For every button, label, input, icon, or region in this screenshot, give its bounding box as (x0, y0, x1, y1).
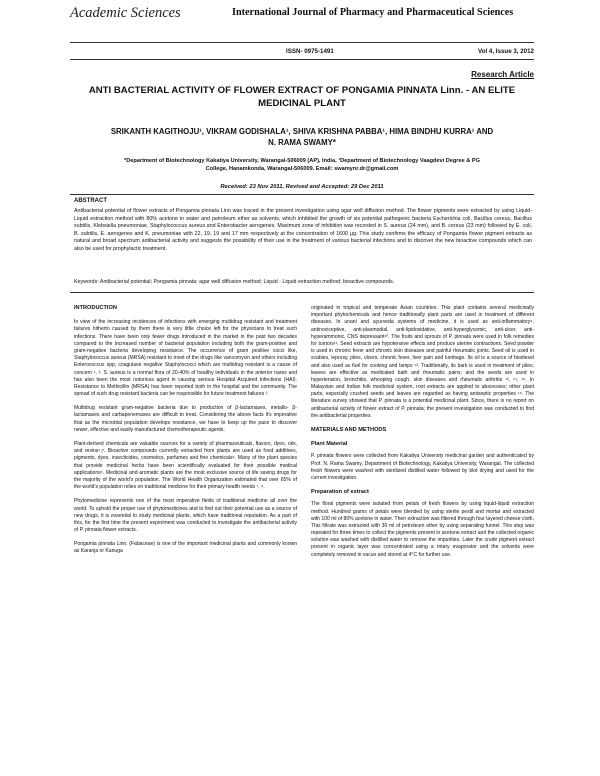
article-type: Research Article (471, 70, 534, 79)
keywords: Keywords: Antibacterial potential; Pongamia pinnata; agar well diffusion method; Liquid - Liquid extraction method; bioactive compounds. (74, 279, 395, 285)
volume-issue: Vol 4, Issue 3, 2012 (478, 48, 534, 55)
intro-continued-paragraph: originated in tropical and temperate Asian countries. This plant contains several medicinally important phytochemicals and hence traditionally plant parts are used in treatment of different diseases. In unani and ayurveda systems of medicine, it is used as anti-inflammatory⁹, antinociceptive, anti-plasmodial, anti-lipidoxidative, anti-hyperglycemic, anti-ulcer, anti-hyperammonic, CNS depressant¹⁰. The fruits and sprouts of P. pinnata were used in folk remedies for tumors¹¹. Seed extracts are hypotensive effects and produce uterine contractions. Seed powder is used in chronic fever and chronic skin diseases and painful rheumatic joints. Seed oil is used in scabies, leprosy, piles, ulcers, chronic fever, liver pain and lumbago. Its oil is a source of biodiesel and also used as fuel for cooking and lamps ¹². Traditionally, its bark is used in treatment of piles; leaves are effective as medicated bath and rheumatic pains; and the seeds are used in hypertension, bronchitis, whooping cough, skin diseases and rheumatic arthritis ¹³, ¹⁴, ¹⁵. In Malaysian and Indian folk medicinal system, root extracts are applied to abscesses; other plant parts, especially crushed seeds and leaves are regarded as having antiseptic properties ¹⁶. The literature survey showed that P. pinnata is a potential medicinal plant. Since, there is no report on antibacterial activity of flower extract of P. pinnata; the present investigation was conducted to find the antibacterial properties. (311, 305, 534, 419)
intro-paragraph-4: Phytomedicine represents one of the most imperative fields of traditional medicine all over the world. To uphold the proper use of phytomedicines and to find out their potential use as a source of new drugs, it is essential to study medicinal plants, which have traditional reputation. As a part of this, for the first time the present experiment was conducted to investigate the antibacterial activity of P. pinnata flower extracts. (74, 498, 297, 534)
abstract-heading: ABSTRACT (74, 198, 107, 204)
issn: ISSN- 0975-1491 (286, 48, 334, 55)
authors-line-1: SRIKANTH KAGITHOJU¹, VIKRAM GODISHALA¹, SHIVA KRISHNA PABBA¹, HIMA BINDHU KURRA¹ AND (110, 127, 494, 136)
received-dates: Received: 23 Nov 2011, Revised and Accepted: 29 Dec 2011 (220, 184, 384, 190)
plant-material-text: P. pinnata flowers were collected from Kakatiya University medicinal garden and authenticated by Prof. N. Rama Swamy, Department of Biotechnology, Kakatiya University, Warangal. The collected fresh flowers were washed with sterilized distilled water followed by blot drying and used for the current investigation. (311, 453, 534, 481)
affiliation-line-2: College, Hanamkonda, Warangal-506009. Email: swamynr.dr@gmail.com (205, 165, 399, 172)
intro-paragraph-1: In view of the increasing incidences of infections with emerging multidrug resistant and treatment failures hitherto caused by them there is very little choice left for the physicians to treat such infections. There have been only fewer drugs introduced in the market in the past two decades compared to the increased number of bacterial population including both the gram-positive and gram-negative bacteria developing resistance. The occurrence of gram positive cocci like, Staphylococcus aureus (MRSA) resistant to most of the drugs like vancomycin and others including Enterococcus spp, coagulase negative Staphylococci which are multidrug resistant is a cause of concern ¹, ². S. aureus is a normal flora of 20-40% of healthy individuals in the anterior nares and has also been the most notorious agent in causing serious Hospital Acquired Infections (HAI). Resistance to Methicillin (MRSA) has been reported both in the hospital and the community. The spread of such drug resistant bacteria can be responsible for future treatment failures ³. (74, 319, 297, 398)
abstract-rule-bottom (70, 292, 534, 293)
introduction-heading: INTRODUCTION (74, 305, 117, 311)
abstract-rule-top (70, 194, 534, 195)
abstract-text: Antibacterial potential of flower extracts of Pongamia pinnata Linn was traced in the present investigation using agar well diffusion method. The flower pigments were extracted by using Liquid-Liquid extraction method with 80% acetone in water and petroleum ether as solvents, which inhibited the growth of six potential pathogenic bacteria Escherichia coli, Bacillus cereus, Bacillus subtilis, Klebsiella pneumoniae, Staphylococcus aureus and Enterobacter aerogenes. Maximum zone of inhibition was recorded in S. aureus (24 mm), and B. cereus (23 mm) followed by E. coli, B. subtilis, E. aerogenes and K. pneumoniae with 22, 19, 19 and 17 mm respectively at the concentration of 1600 µg. This study confirms the efficacy of Pongamia flower pigment extracts as natural and broad spectrum antibacterial activity and suggests the possibility of their use in the treatment of various bacterial infections and to discover the new bioactive compounds which can also be used for prophylactic treatment. (74, 208, 532, 252)
title-line-1: ANTI BACTERIAL ACTIVITY OF FLOWER EXTRACT OF PONGAMIA PINNATA Linn. - AN ELITE (88, 85, 516, 96)
affiliations (70, 158, 534, 173)
paper-title (70, 85, 534, 110)
preparation-heading: Preparation of extract (311, 489, 369, 496)
intro-paragraph-3: Plant-derived chemicals are valuable sources for a variety of pharmaceuticals, flavors, dyes, oils, and resins⁴,⁵. Bioactive compounds currently extracted from plants are used as food additives, pigments, dyes, insecticides, cosmetics, perfumes and fine chemicals⁶. Many of the plant species that provide medicinal herbs have been scientifically evaluated for their possible medical applications⁶. Medicinal and aromatic plants are the most exclusive source of life saving drugs for the majority of the world's population. The World Health Organization estimated that over 65% of the world's population relies on traditional medicine for their primary health needs ⁷, ⁸. (74, 441, 297, 491)
header-rule (70, 42, 534, 43)
title-line-2: MEDICINAL PLANT (258, 97, 346, 109)
preparation-text: The floral pigments were isolated from petals of fresh flowers by using liquid-liquid extraction method. Hundred grams of petals were blended by using sterile pestil and mortar and extracted with 100 ml of 80% acetone in water. Then extraction was filtered through four layered cheese cloth. This filtrate was extracted with 30 ml of petroleum ether by using separating funnel. This step was repeated for three times to collect the pigments present in acetone extract and the collected organic solution was washed with distilled water to remove the impurities. Later the crude pigment extract present in organic layer was concentrated using a rotary evaporator and the solvents were completely removed in vacuo and stored at 4°C for further use. (311, 501, 534, 558)
intro-paragraph-5: Pongamia pinnata Linn. (Fabaceae) is one of the important medicinal plants and commonly known as Karanja or Kanuga (74, 541, 297, 555)
affiliation-line-1: *Department of Biotechnology Kakatiya University, Warangal-506009 (AP), India, ¹Department of Biotechnology Vaagdevi Degree & PG (124, 158, 480, 164)
journal-title: International Journal of Pharmacy and Pharmaceutical Sciences (232, 7, 514, 18)
intro-paragraph-2: Multidrug resistant gram-negative bacteria due to production of β-lactamases, metallo- β-lactamases and carbapenemases are difficult to treat. Considering the above facts it's imperative that as the microbial population develops resistance, we have to keep up the pace to discover newer, effective and easily manufactured chemotherapeutic agents. (74, 405, 297, 433)
authors-line-2: N. RAMA SWAMY* (268, 137, 336, 147)
left-column (74, 305, 297, 563)
right-column (311, 305, 534, 566)
methods-heading: MATERIALS AND METHODS (311, 427, 387, 433)
author-list (70, 127, 534, 148)
header-rule-bottom (70, 59, 534, 60)
plant-material-heading: Plant Material (311, 441, 348, 448)
publisher-logo: Academic Sciences (70, 5, 181, 21)
